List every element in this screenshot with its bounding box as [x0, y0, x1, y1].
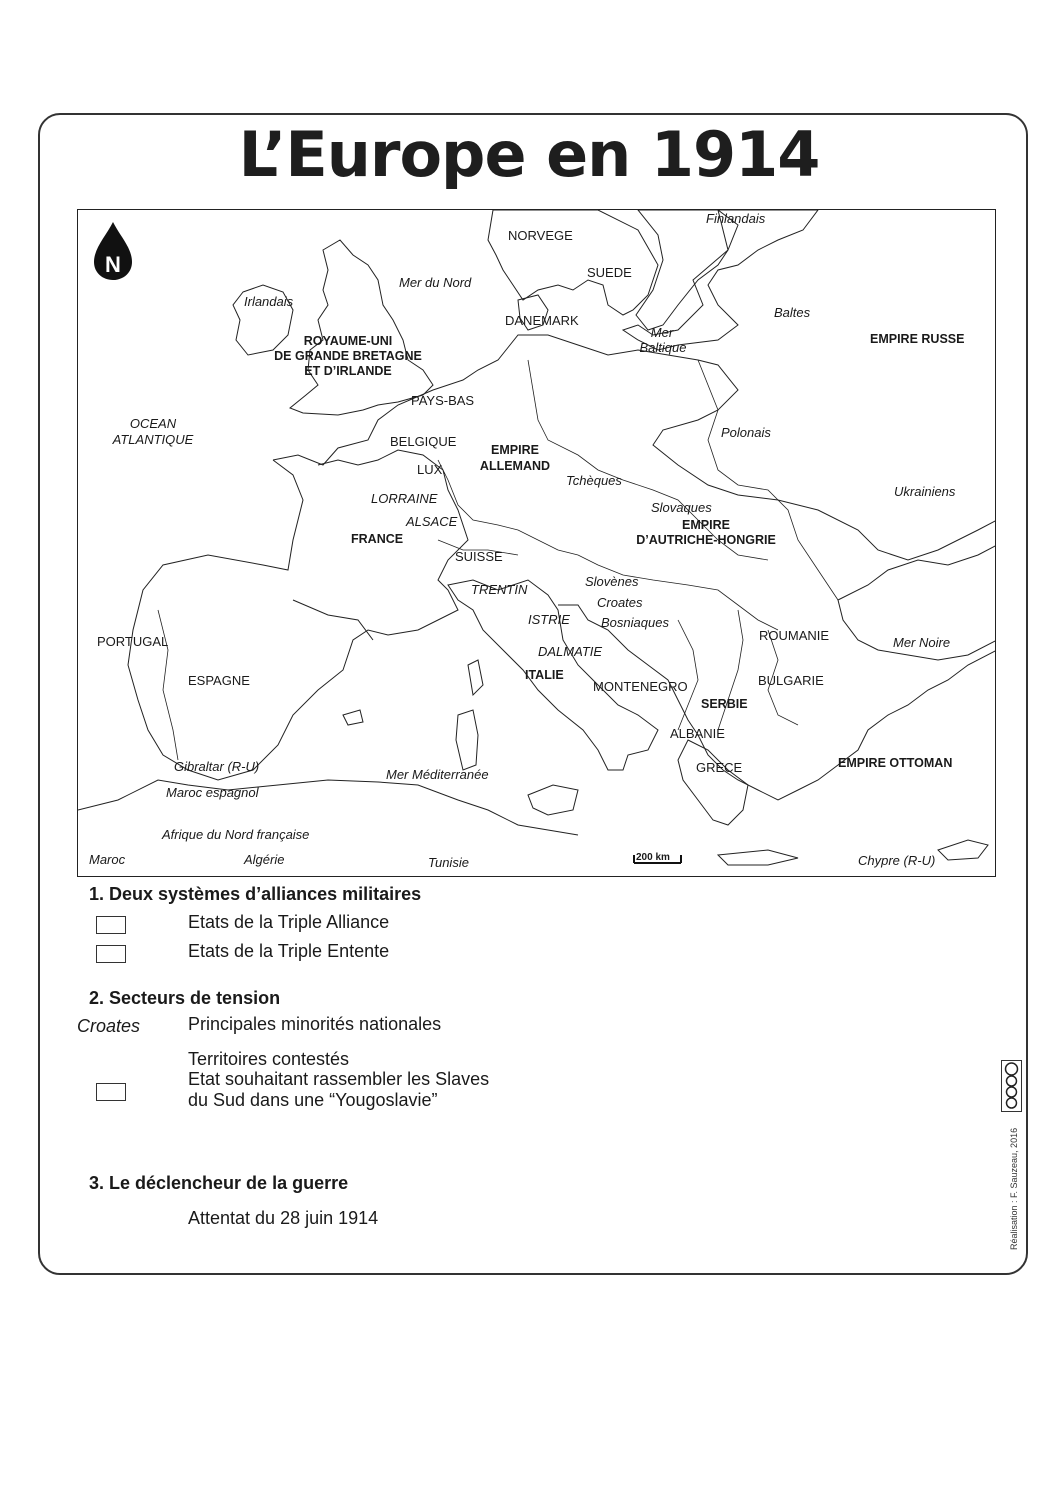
label-empire-russe: EMPIRE RUSSE: [870, 332, 965, 346]
compass-letter: N: [105, 252, 121, 277]
label-alsace: ALSACE: [406, 514, 458, 529]
label-empire-ottoman: EMPIRE OTTOMAN: [838, 756, 953, 770]
label-bulgarie: BULGARIE: [758, 673, 824, 688]
label-royaume-uni-2: DE GRANDE BRETAGNE: [274, 349, 422, 363]
label-pays-bas: PAYS-BAS: [411, 393, 475, 408]
section-2-title: 2. Secteurs de tension: [89, 988, 281, 1008]
label-finlandais: Finlandais: [706, 211, 766, 226]
label-baltes: Baltes: [774, 305, 811, 320]
label-danemark: DANEMARK: [505, 313, 579, 328]
label-trentin: TRENTIN: [471, 582, 528, 597]
label-montenegro: MONTENEGRO: [593, 679, 688, 694]
label-slovaques: Slovaques: [651, 500, 712, 515]
label-istrie: ISTRIE: [528, 612, 570, 627]
label-chypre: Chypre (R-U): [858, 853, 936, 868]
scale-bar-icon: [633, 853, 683, 865]
yougoslavie-label-1: Etat souhaitant rassembler les Slaves: [188, 1069, 490, 1089]
label-gibraltar: Gibraltar (R-U): [174, 759, 260, 774]
label-mer-baltique-1: Mer: [650, 325, 674, 340]
attentat-label: Attentat du 28 juin 1914: [188, 1208, 379, 1228]
label-maroc-espagnol: Maroc espagnol: [166, 785, 259, 800]
section-3-title: 3. Le déclencheur de la guerre: [89, 1173, 349, 1193]
label-polonais: Polonais: [721, 425, 771, 440]
label-ocean-1: OCEAN: [129, 416, 177, 431]
minorites-sample: Croates: [77, 1016, 141, 1036]
label-albanie: ALBANIE: [670, 726, 725, 741]
label-grece: GRECE: [696, 760, 743, 775]
label-royaume-uni-1: ROYAUME-UNI: [303, 334, 393, 348]
creative-commons-icon: [1001, 1060, 1022, 1112]
north-arrow-icon: [92, 220, 134, 287]
label-slovenes: Slovènes: [585, 574, 639, 589]
territoires-label: Territoires contestés: [188, 1049, 350, 1069]
label-ocean-2: ATLANTIQUE: [112, 432, 194, 447]
label-mer-du-nord: Mer du Nord: [399, 275, 472, 290]
map-landmass: [78, 210, 996, 877]
label-suede: SUEDE: [587, 265, 632, 280]
label-dalmatie: DALMATIE: [538, 644, 603, 659]
yougoslavie-swatch[interactable]: [96, 1083, 126, 1101]
label-ukrainiens: Ukrainiens: [894, 484, 956, 499]
label-tcheques: Tchèques: [566, 473, 622, 488]
label-autriche-hongrie-1: EMPIRE: [682, 518, 730, 532]
label-espagne: ESPAGNE: [188, 673, 250, 688]
label-afrique-du-nord: Afrique du Nord française: [162, 827, 310, 842]
label-mer-mediterranee: Mer Méditerranée: [386, 767, 489, 782]
triple-alliance-label: Etats de la Triple Alliance: [188, 912, 390, 932]
label-serbie: SERBIE: [701, 697, 748, 711]
triple-alliance-swatch[interactable]: [96, 916, 126, 934]
label-lux: LUX.: [417, 462, 446, 477]
label-empire-allemand-2: ALLEMAND: [479, 459, 551, 473]
label-mer-noire: Mer Noire: [893, 635, 951, 650]
triple-entente-label: Etats de la Triple Entente: [188, 941, 390, 961]
label-lorraine: LORRAINE: [371, 491, 438, 506]
label-tunisie: Tunisie: [428, 855, 469, 870]
label-empire-allemand-1: EMPIRE: [491, 443, 539, 457]
label-maroc: Maroc: [89, 852, 126, 867]
label-portugal: PORTUGAL: [97, 634, 169, 649]
label-croates: Croates: [597, 595, 643, 610]
label-norvege: NORVEGE: [508, 228, 573, 243]
label-bosniaques: Bosniaques: [601, 615, 669, 630]
label-suisse: SUISSE: [455, 549, 503, 564]
section-1-title: 1. Deux systèmes d’alliances militaires: [89, 884, 422, 904]
label-roumanie: ROUMANIE: [759, 628, 830, 643]
label-mer-baltique-2: Baltique: [639, 340, 687, 355]
label-france: FRANCE: [351, 532, 404, 546]
label-royaume-uni-3: ET D’IRLANDE: [304, 364, 392, 378]
scale-label: 200 km: [636, 852, 670, 863]
label-autriche-hongrie-2: D’AUTRICHE-HONGRIE: [636, 533, 776, 547]
triple-entente-swatch[interactable]: [96, 945, 126, 963]
label-irlandais: Irlandais: [244, 294, 294, 309]
yougoslavie-label-2: du Sud dans une “Yougoslavie”: [188, 1090, 438, 1110]
label-italie: ITALIE: [525, 668, 564, 682]
label-algerie: Algérie: [244, 852, 285, 867]
europe-map: [77, 209, 996, 877]
label-belgique: BELGIQUE: [390, 434, 457, 449]
credit-text: Réalisation : F. Sauzeau, 2016: [1009, 1127, 1019, 1250]
page-title: L’Europe en 1914: [238, 118, 820, 191]
minorites-label: Principales minorités nationales: [188, 1014, 442, 1034]
